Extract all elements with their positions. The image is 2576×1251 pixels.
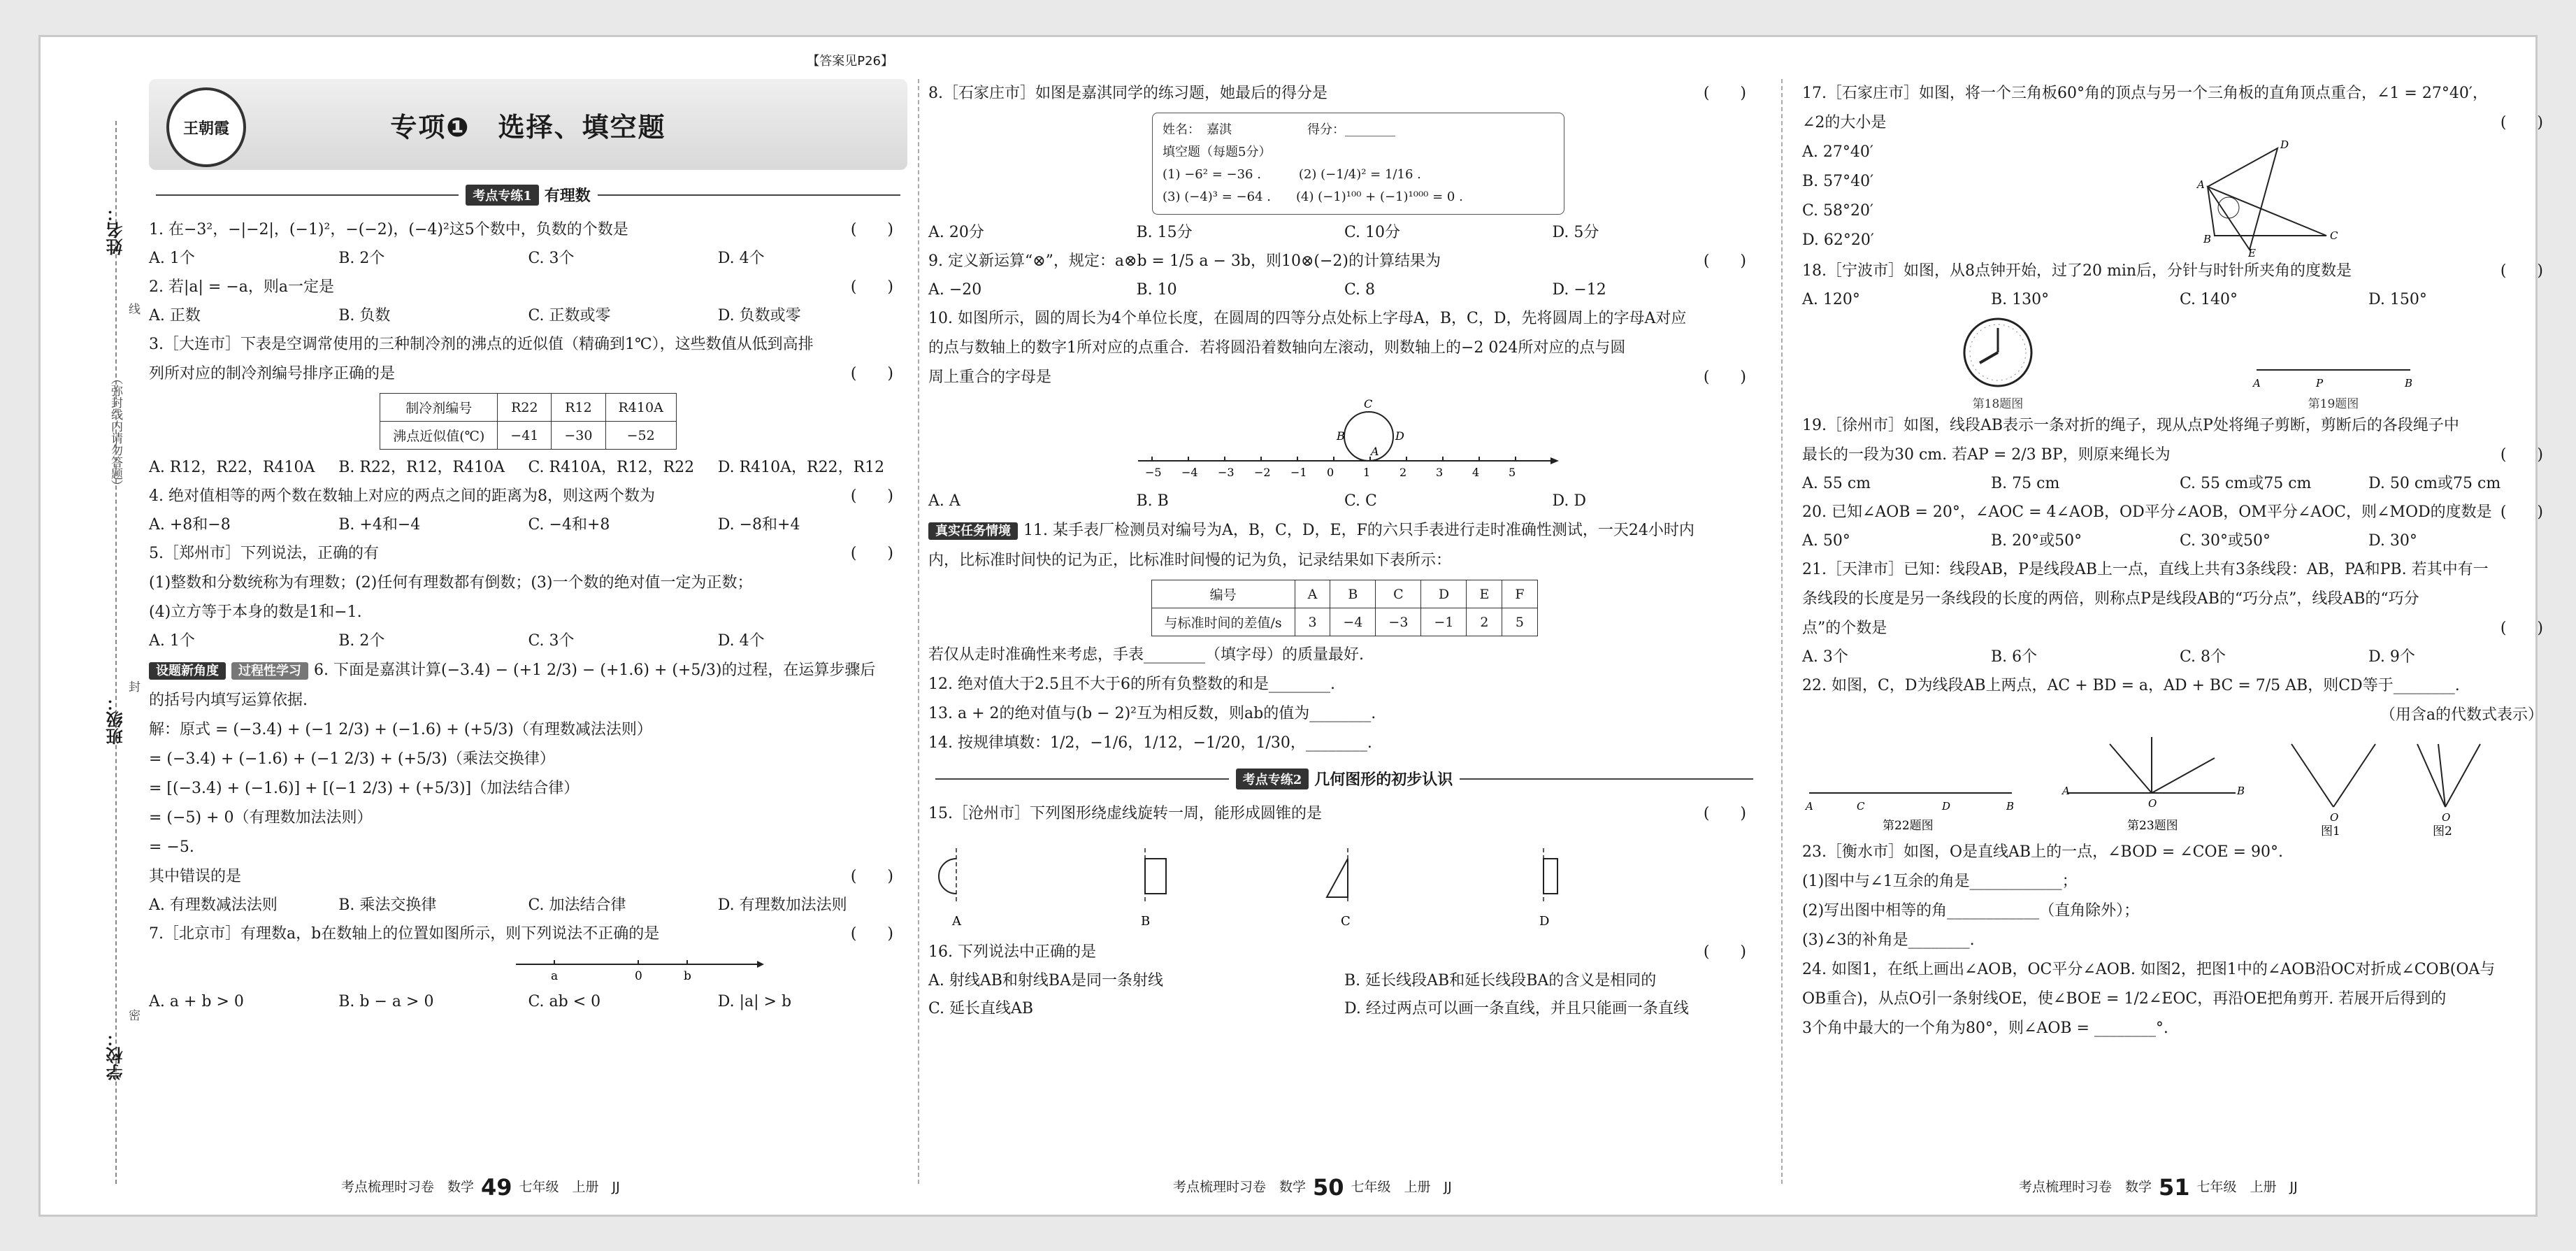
class-label: 班级：: [106, 694, 126, 745]
question-4: 4. 绝对值相等的两个数在数轴上对应的两点之间的距离为8，则这两个数为 ( ): [149, 487, 893, 505]
question-21-line2: 条线段的长度是另一条线段的长度的两倍，则称点P是线段AB的“巧分点”，线段AB的“巧分: [1802, 590, 2419, 608]
seal-mark-3: 密: [126, 1009, 140, 1021]
question-2: 2. 若|a| = −a，则a一定是 ( ): [149, 278, 893, 296]
svg-text:O: O: [2442, 811, 2451, 824]
question-8: 8.［石家庄市］如图是嘉淇同学的练习题，她最后的得分是 ( ): [928, 85, 1746, 102]
question-20: 20. 已知∠AOB = 20°，∠AOC = 4∠AOB，OD平分∠AOB，OM平分∠AOC，则∠MOD的度数是 ( ): [1802, 503, 2543, 521]
page-50: [928, 79, 1760, 1170]
axis-tick-label: −5: [1145, 466, 1162, 479]
question-10: 10. 如图所示，圆的周长为4个单位长度，在圆周的四等分点处标上字母A，B，C，D，先将圆周上的字母A对应: [928, 310, 1687, 327]
footer-page-49: 考点梳理时习卷 数学 49 七年级 上册 JJ: [341, 1174, 620, 1201]
svg-text:D: D: [1395, 429, 1404, 443]
card-line: 填空题（每题5分）: [1163, 145, 1272, 159]
question-24-line2: OB重合)，从点O引一条射线OE，使∠BOE = 1/2∠EOC，再沿OE把角剪开. 若展开后得到的: [1802, 990, 2447, 1008]
q17-triangles-figure: [2194, 138, 2354, 257]
svg-text:D: D: [1539, 914, 1550, 929]
q18-q19-figures: [1802, 314, 2557, 411]
page-title: 专项❶ 选择、填空题: [390, 111, 666, 143]
question-23-part3: (3)∠3的补角是________.: [1802, 931, 1975, 949]
options-q20: A. 50° B. 20°或50° C. 30°或50° D. 30°: [1802, 532, 2417, 550]
school-label: 学校：: [106, 1030, 126, 1080]
question-6-ask: 其中错误的是 ( ): [149, 868, 893, 885]
svg-text:B: B: [1141, 914, 1151, 929]
axis-tick-label: 4: [1472, 466, 1480, 479]
clock-figure: [1956, 314, 2040, 391]
q7-label-b: b: [684, 969, 691, 983]
section-tag: 考点专练1: [466, 185, 539, 206]
card-line: (3) (−4)³ = −64 . (4) (−1)¹⁰⁰ + (−1)¹⁰⁰⁰ = 0 .: [1163, 190, 1463, 204]
options-q16-row1: A. 射线AB和射线BA是同一条射线 B. 延长线段AB和延长线段BA的含义是相同的: [928, 972, 1657, 989]
question-5-line2: (4)立方等于本身的数是1和−1.: [149, 603, 362, 621]
option: C. 58°20′: [1802, 202, 1874, 220]
axis-tick-label: −3: [1218, 466, 1235, 479]
column-divider: [1781, 79, 1783, 1184]
seal-note: （弥封线内请勿答题）: [108, 373, 122, 492]
options-q5: A. 1个 B. 2个 C. 3个 D. 4个: [149, 632, 765, 650]
svg-text:图2: 图2: [2433, 824, 2452, 838]
q22-q24-figures: [1802, 730, 2550, 838]
solution-step-2: = (−3.4) + (−1.6) + (−1 2/3) + (+5/3)（乘法交换律）: [149, 750, 555, 768]
axis-tick-label: −4: [1181, 466, 1198, 479]
question-11: 真实任务情境 11. 某手表厂检测员对编号为A，B，C，D，E，F的六只手表进行走时准确性测试，一天24小时内: [928, 515, 1760, 546]
question-17-line2: ∠2的大小是 ( ): [1802, 114, 2543, 131]
q7-label-0: 0: [635, 969, 642, 983]
svg-text:B: B: [2237, 785, 2245, 797]
q17-body: [1802, 138, 2557, 257]
question-17: 17.［石家庄市］如图，将一个三角板60°角的顶点与另一个三角板的直角顶点重合，∠1 = 27°40′，: [1802, 85, 2488, 102]
question-3-line2: 列所对应的制冷剂编号排序正确的是 ( ): [149, 365, 893, 383]
solution-step-1: 解：原式 = (−3.4) + (−1 2/3) + (−1.6) + (+5/3)（有理数减法法则）: [149, 721, 652, 738]
page-49: [149, 54, 907, 1170]
svg-text:第22题图: 第22题图: [1883, 819, 1934, 833]
page-number: 50: [1313, 1174, 1344, 1201]
question-14: 14. 按规律填数：1/2，−1/6，1/12，−1/20，1/30，________.: [928, 734, 1372, 752]
solution-step-3: = [(−3.4) + (−1.6)] + [(−1 2/3) + (+5/3)]（加法结合律）: [149, 780, 580, 797]
q15-shapes: [928, 834, 1732, 932]
options-q3: A. R12，R22，R410A B. R22，R12，R410A C. R410A，R12，R22 D. R410A，R22，R12: [149, 459, 885, 476]
segment-ab-figure: [2250, 356, 2417, 391]
options-q21: A. 3个 B. 6个 C. 8个 D. 9个: [1802, 648, 2415, 666]
svg-text:D: D: [1942, 800, 1951, 813]
card-line: (1) −6² = −36 . (2) (−1/4)² = 1/16 .: [1163, 167, 1421, 182]
tag-process: 过程性学习: [231, 662, 308, 680]
options-q18: A. 120° B. 130° C. 140° D. 150°: [1802, 291, 2427, 308]
question-22: 22. 如图，C，D为线段AB上两点，AC + BD = a，AD + BC = 7/5 AB，则CD等于________.: [1802, 677, 2460, 694]
page-51: [1802, 79, 2557, 1170]
svg-text:B: B: [2405, 377, 2413, 389]
axis-tick-label: −2: [1254, 466, 1271, 479]
practice-card: [1152, 113, 1564, 215]
option: D. 62°20′: [1802, 231, 1874, 249]
brand-logo: 王朝霞: [166, 87, 246, 167]
question-12: 12. 绝对值大于2.5且不大于6的所有负整数的和是________.: [928, 675, 1335, 693]
axis-tick-label: −1: [1290, 466, 1307, 479]
option: B. 57°40′: [1802, 173, 1874, 190]
tag-new-angle: 设题新角度: [149, 662, 226, 680]
options-q16-row2: C. 延长直线AB D. 经过两点可以画一条直线，并且只能画一条直线: [928, 1000, 1689, 1017]
svg-text:A: A: [2062, 785, 2070, 797]
axis-ticks: [1145, 457, 1516, 479]
footer-page-50: 考点梳理时习卷 数学 50 七年级 上册 JJ: [1173, 1174, 1452, 1201]
seal-mark-1: 线: [126, 303, 140, 315]
section-heading-1: [149, 184, 907, 206]
question-19-line2: 最长的一段为30 cm. 若AP = 2/3 BP，则原来绳长为 ( ): [1802, 446, 2543, 464]
question-6-line2: 的括号内填写运算依据.: [149, 692, 308, 709]
svg-text:A: A: [1806, 800, 1813, 813]
section-title: 几何图形的初步认识: [1314, 771, 1453, 789]
question-23-part1: (1)图中与∠1互余的角是____________；: [1802, 873, 2078, 890]
question-18: 18.［宁波市］如图，从8点钟开始，过了20 min后，分针与时针所夹角的度数是 ( ): [1802, 262, 2543, 280]
axis-tick-label: 2: [1399, 466, 1407, 479]
section-title: 有理数: [544, 187, 591, 205]
question-23: 23.［衡水市］如图，O是直线AB上的一点，∠BOD = ∠COE = 90°.: [1802, 843, 2283, 861]
page-number: 51: [2159, 1174, 2190, 1201]
question-5: 5.［郑州市］下列说法，正确的有 ( ): [149, 545, 893, 562]
options-q19: A. 55 cm B. 75 cm C. 55 cm或75 cm D. 50 cm或75 cm: [1802, 475, 2501, 492]
column-divider: [918, 79, 919, 1184]
binding-strip: [93, 121, 140, 1184]
axis-tick-label: 5: [1509, 466, 1516, 479]
question-23-part2: (2)写出图中相等的角____________（直角除外）；: [1802, 902, 2140, 920]
refrigerant-table: 制冷剂编号 R22 R12 R410A 沸点近似值(℃) −41 −30 −52: [380, 393, 677, 450]
svg-text:P: P: [2316, 377, 2324, 389]
question-19: 19.［徐州市］如图，线段AB表示一条对折的绳子，现从点P处将绳子剪断，剪断后的各段绳子中: [1802, 417, 2459, 434]
q7-label-a: a: [551, 969, 559, 983]
svg-text:A: A: [952, 914, 961, 929]
options-q1: A. 1个 B. 2个 C. 3个 D. 4个: [149, 250, 765, 267]
question-13: 13. a + 2的绝对值与(b − 2)²互为相反数，则ab的值为________.: [928, 705, 1376, 722]
options-q8: A. 20分 B. 15分 C. 10分 D. 5分: [928, 224, 1599, 241]
question-5-line1: (1)整数和分数统称为有理数；(2)任何有理数都有倒数；(3)一个数的绝对值一定为正数；: [149, 574, 753, 592]
question-11-line2: 内，比标准时间快的记为正，比标准时间慢的记为负，记录结果如下表所示：: [928, 552, 1452, 569]
svg-text:图1: 图1: [2321, 824, 2340, 838]
answer-reference: 【答案见P26】: [807, 54, 893, 69]
card-line: 姓名： 嘉淇 得分：________: [1163, 122, 1395, 137]
question-16: 16. 下列说法中正确的是 ( ): [928, 943, 1746, 961]
name-label: 姓名：: [106, 205, 126, 255]
axis-tick-label: 3: [1436, 466, 1444, 479]
svg-text:O: O: [2330, 811, 2339, 824]
question-24-line3: 3个角中最大的一个角为80°，则∠AOB = ________°.: [1802, 1020, 2168, 1037]
svg-text:D: D: [2280, 138, 2289, 151]
tag-real-task: 真实任务情境: [928, 522, 1018, 540]
svg-text:B: B: [1337, 429, 1345, 443]
options-q9: A. −20 B. 10 C. 8 D. −12: [928, 281, 1606, 299]
page-number: 49: [481, 1174, 512, 1201]
q7-number-line: [512, 955, 764, 982]
svg-text:A: A: [1371, 445, 1379, 458]
svg-text:第23题图: 第23题图: [2127, 819, 2178, 833]
seal-mark-2: 封: [126, 680, 140, 692]
figure-caption: 第19题图: [2308, 397, 2359, 411]
svg-text:B: B: [2203, 233, 2212, 245]
title-banner: [149, 54, 907, 170]
options-q10: A. A B. B C. C D. D: [928, 492, 1586, 510]
svg-text:C: C: [1857, 800, 1865, 813]
exam-sheet: [38, 35, 2543, 1217]
question-11-ask: 若仅从走时准确性来考虑，手表________（填字母）的质量最好.: [928, 646, 1364, 664]
solution-step-5: = −5.: [149, 838, 194, 856]
question-9: 9. 定义新运算“⊗”，规定：a⊗b = 1/5 a − 3b，则10⊗(−2)的计算结果为 ( ): [928, 252, 1746, 270]
svg-text:A: A: [2253, 377, 2261, 389]
svg-text:C: C: [1341, 914, 1351, 929]
q10-circle-number-line: [1131, 398, 1564, 482]
question-21: 21.［天津市］已知：线段AB，P是线段AB上一点，直线上共有3条线段：AB，PA和PB. 若其中有一: [1802, 561, 2489, 578]
question-7: 7.［北京市］有理数a，b在数轴上的位置如图所示，则下列说法不正确的是 ( ): [149, 925, 893, 943]
question-10-line2: 的点与数轴上的数字1所对应的点重合．若将圆沿着数轴向左滚动，则数轴上的−2 024所对应的点与圆: [928, 339, 1626, 357]
svg-text:B: B: [2006, 800, 2015, 813]
section-heading-2: [928, 768, 1760, 789]
question-21-line3: 点”的个数是 ( ): [1802, 620, 2543, 637]
question-22-note: （用含a的代数式表示）: [2380, 706, 2543, 724]
svg-text:C: C: [2330, 229, 2338, 242]
figure-caption: 第18题图: [1972, 397, 2024, 411]
footer-page-51: 考点梳理时习卷 数学 51 七年级 上册 JJ: [2019, 1174, 2298, 1201]
watch-table: 编号 A B C D E F 与标准时间的差值/s 3 −4 −3 −1 2 5: [1151, 580, 1538, 636]
options-q4: A. +8和−8 B. +4和−4 C. −4和+8 D. −8和+4: [149, 516, 800, 534]
question-10-line3: 周上重合的字母是 ( ): [928, 369, 1746, 386]
section-tag: 考点专练2: [1236, 769, 1309, 789]
solution-step-4: = (−5) + 0（有理数加法法则）: [149, 809, 373, 827]
svg-text:E: E: [2248, 247, 2256, 259]
option: A. 27°40′: [1802, 143, 1873, 161]
options-q6: A. 有理数减法法则 B. 乘法交换律 C. 加法结合律 D. 有理数加法法则: [149, 896, 847, 914]
axis-tick-label: 1: [1363, 466, 1371, 479]
svg-text:A: A: [2197, 178, 2205, 191]
question-3: 3.［大连市］下表是空调常使用的三种制冷剂的沸点的近似值（精确到1℃），这些数值从低到高排: [149, 336, 814, 353]
options-q7: A. a + b > 0 B. b − a > 0 C. ab < 0 D. |a| > b: [149, 993, 792, 1010]
question-15: 15.［沧州市］下列图形绕虚线旋转一周，能形成圆锥的是 ( ): [928, 805, 1746, 822]
axis-tick-label: 0: [1327, 466, 1334, 479]
svg-text:O: O: [2148, 797, 2157, 810]
options-q2: A. 正数 B. 负数 C. 正数或零 D. 负数或零: [149, 307, 801, 324]
svg-text:C: C: [1364, 397, 1373, 410]
question-1: 1. 在−3²，−|−2|，(−1)²，−(−2)，(−4)²这5个数中，负数的个数是 ( ): [149, 221, 893, 238]
question-24: 24. 如图1，在纸上画出∠AOB，OC平分∠AOB. 如图2，把图1中的∠AOB沿OC对折成∠COB(OA与: [1802, 961, 2496, 978]
question-6: 设题新角度 过程性学习 6. 下面是嘉淇计算(−3.4) − (+1 2/3) − (+1.6) + (+5/3)的过程，在运算步骤后: [149, 655, 907, 686]
